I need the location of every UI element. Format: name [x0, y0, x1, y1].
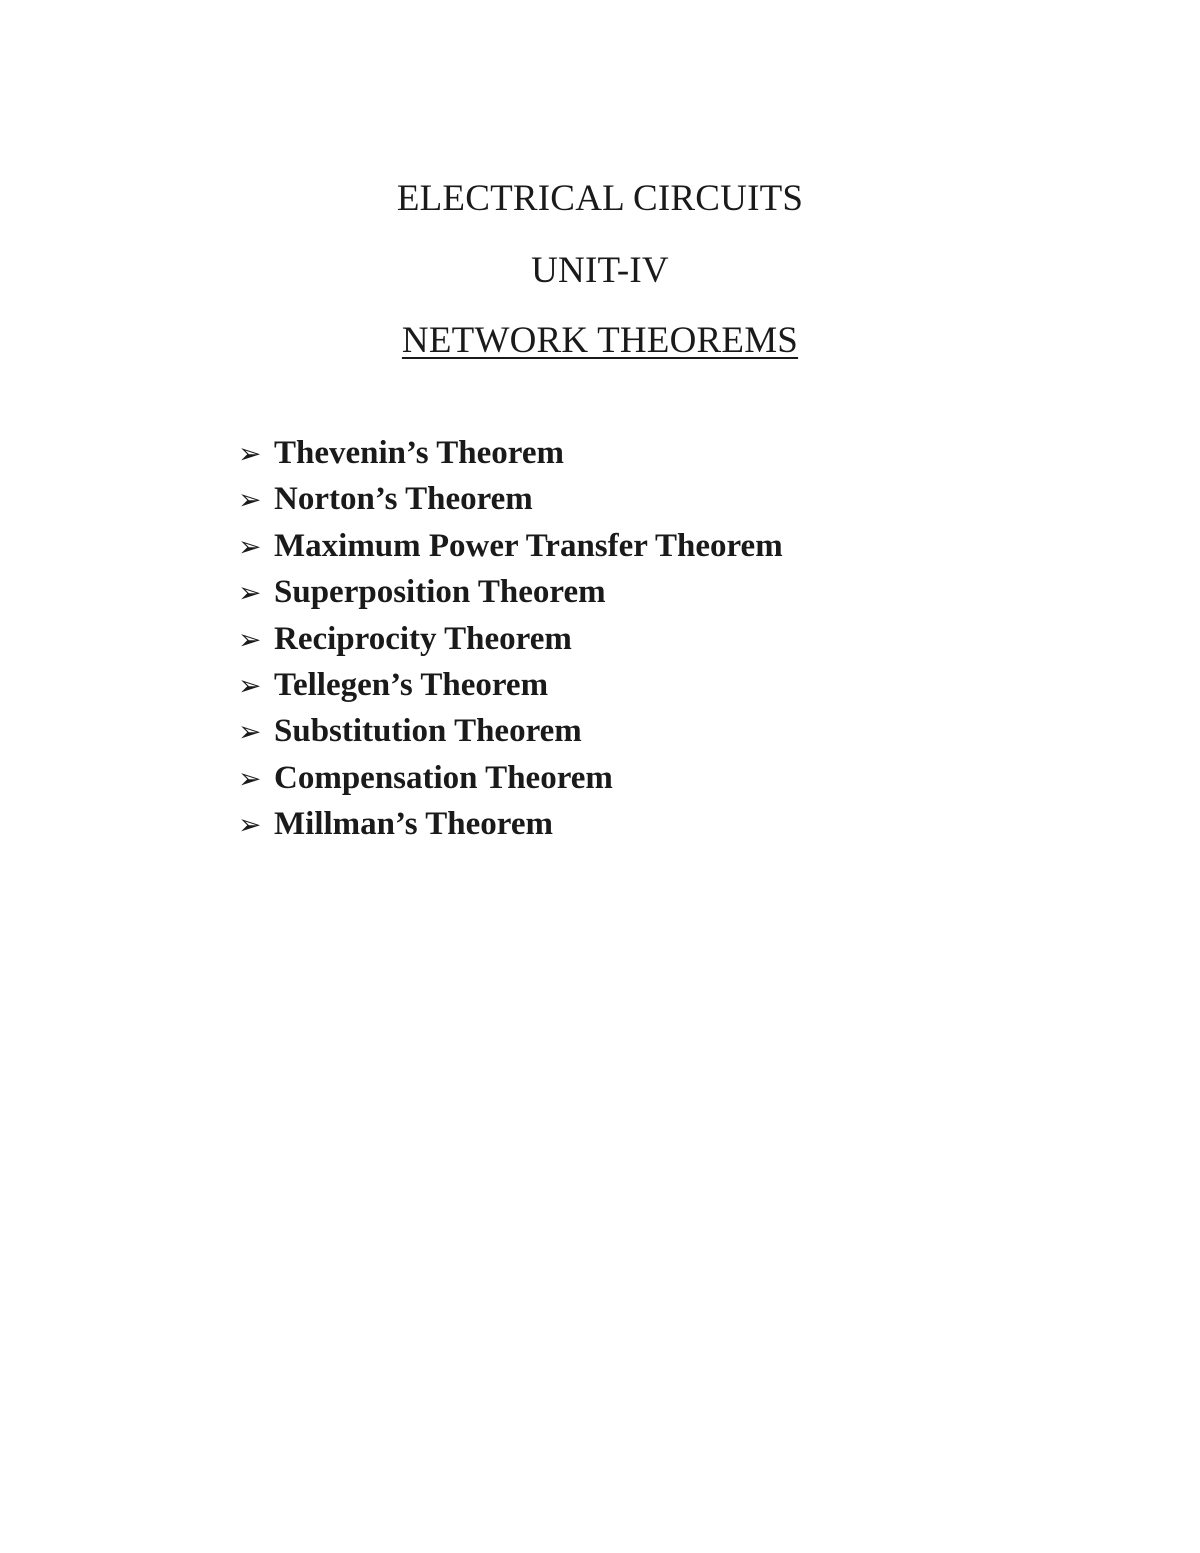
list-item-label: Thevenin’s Theorem: [274, 435, 564, 471]
list-item: [238, 708, 783, 754]
list-item-label: Tellegen’s Theorem: [274, 666, 549, 703]
section-heading: [0, 319, 1200, 363]
list-item-label: Compensation Theorem: [274, 759, 613, 796]
document-title: ELECTRICAL CIRCUITS: [396, 178, 804, 219]
arrow-bullet-icon: ➢: [238, 576, 262, 610]
list-item: [238, 616, 783, 662]
arrow-bullet-icon: ➢: [238, 761, 262, 795]
list-item: [238, 755, 783, 801]
arrow-bullet-icon: ➢: [238, 808, 262, 842]
arrow-bullet-icon: ➢: [238, 715, 262, 749]
list-item: [238, 430, 783, 476]
list-item-label: Reciprocity Theorem: [274, 620, 572, 657]
theorem-list: [238, 430, 783, 848]
arrow-bullet-icon: ➢: [238, 437, 262, 470]
list-item: [238, 801, 783, 847]
section-heading-text: NETWORK THEOREMS: [401, 320, 799, 361]
list-item-label: Maximum Power Transfer Theorem: [274, 527, 783, 564]
list-item: [238, 523, 783, 569]
list-item: [238, 569, 783, 615]
arrow-bullet-icon: ➢: [238, 668, 262, 702]
list-item-label: Superposition Theorem: [274, 574, 606, 611]
unit-label: UNIT-IV: [531, 250, 669, 291]
arrow-bullet-icon: ➢: [238, 622, 262, 656]
list-item: [238, 476, 783, 522]
list-item-label: Millman’s Theorem: [274, 806, 553, 843]
arrow-bullet-icon: ➢: [238, 483, 262, 517]
list-item-label: Substitution Theorem: [274, 713, 582, 750]
list-item: [238, 662, 783, 708]
arrow-bullet-icon: ➢: [238, 529, 262, 563]
list-item-label: Norton’s Theorem: [274, 481, 533, 518]
